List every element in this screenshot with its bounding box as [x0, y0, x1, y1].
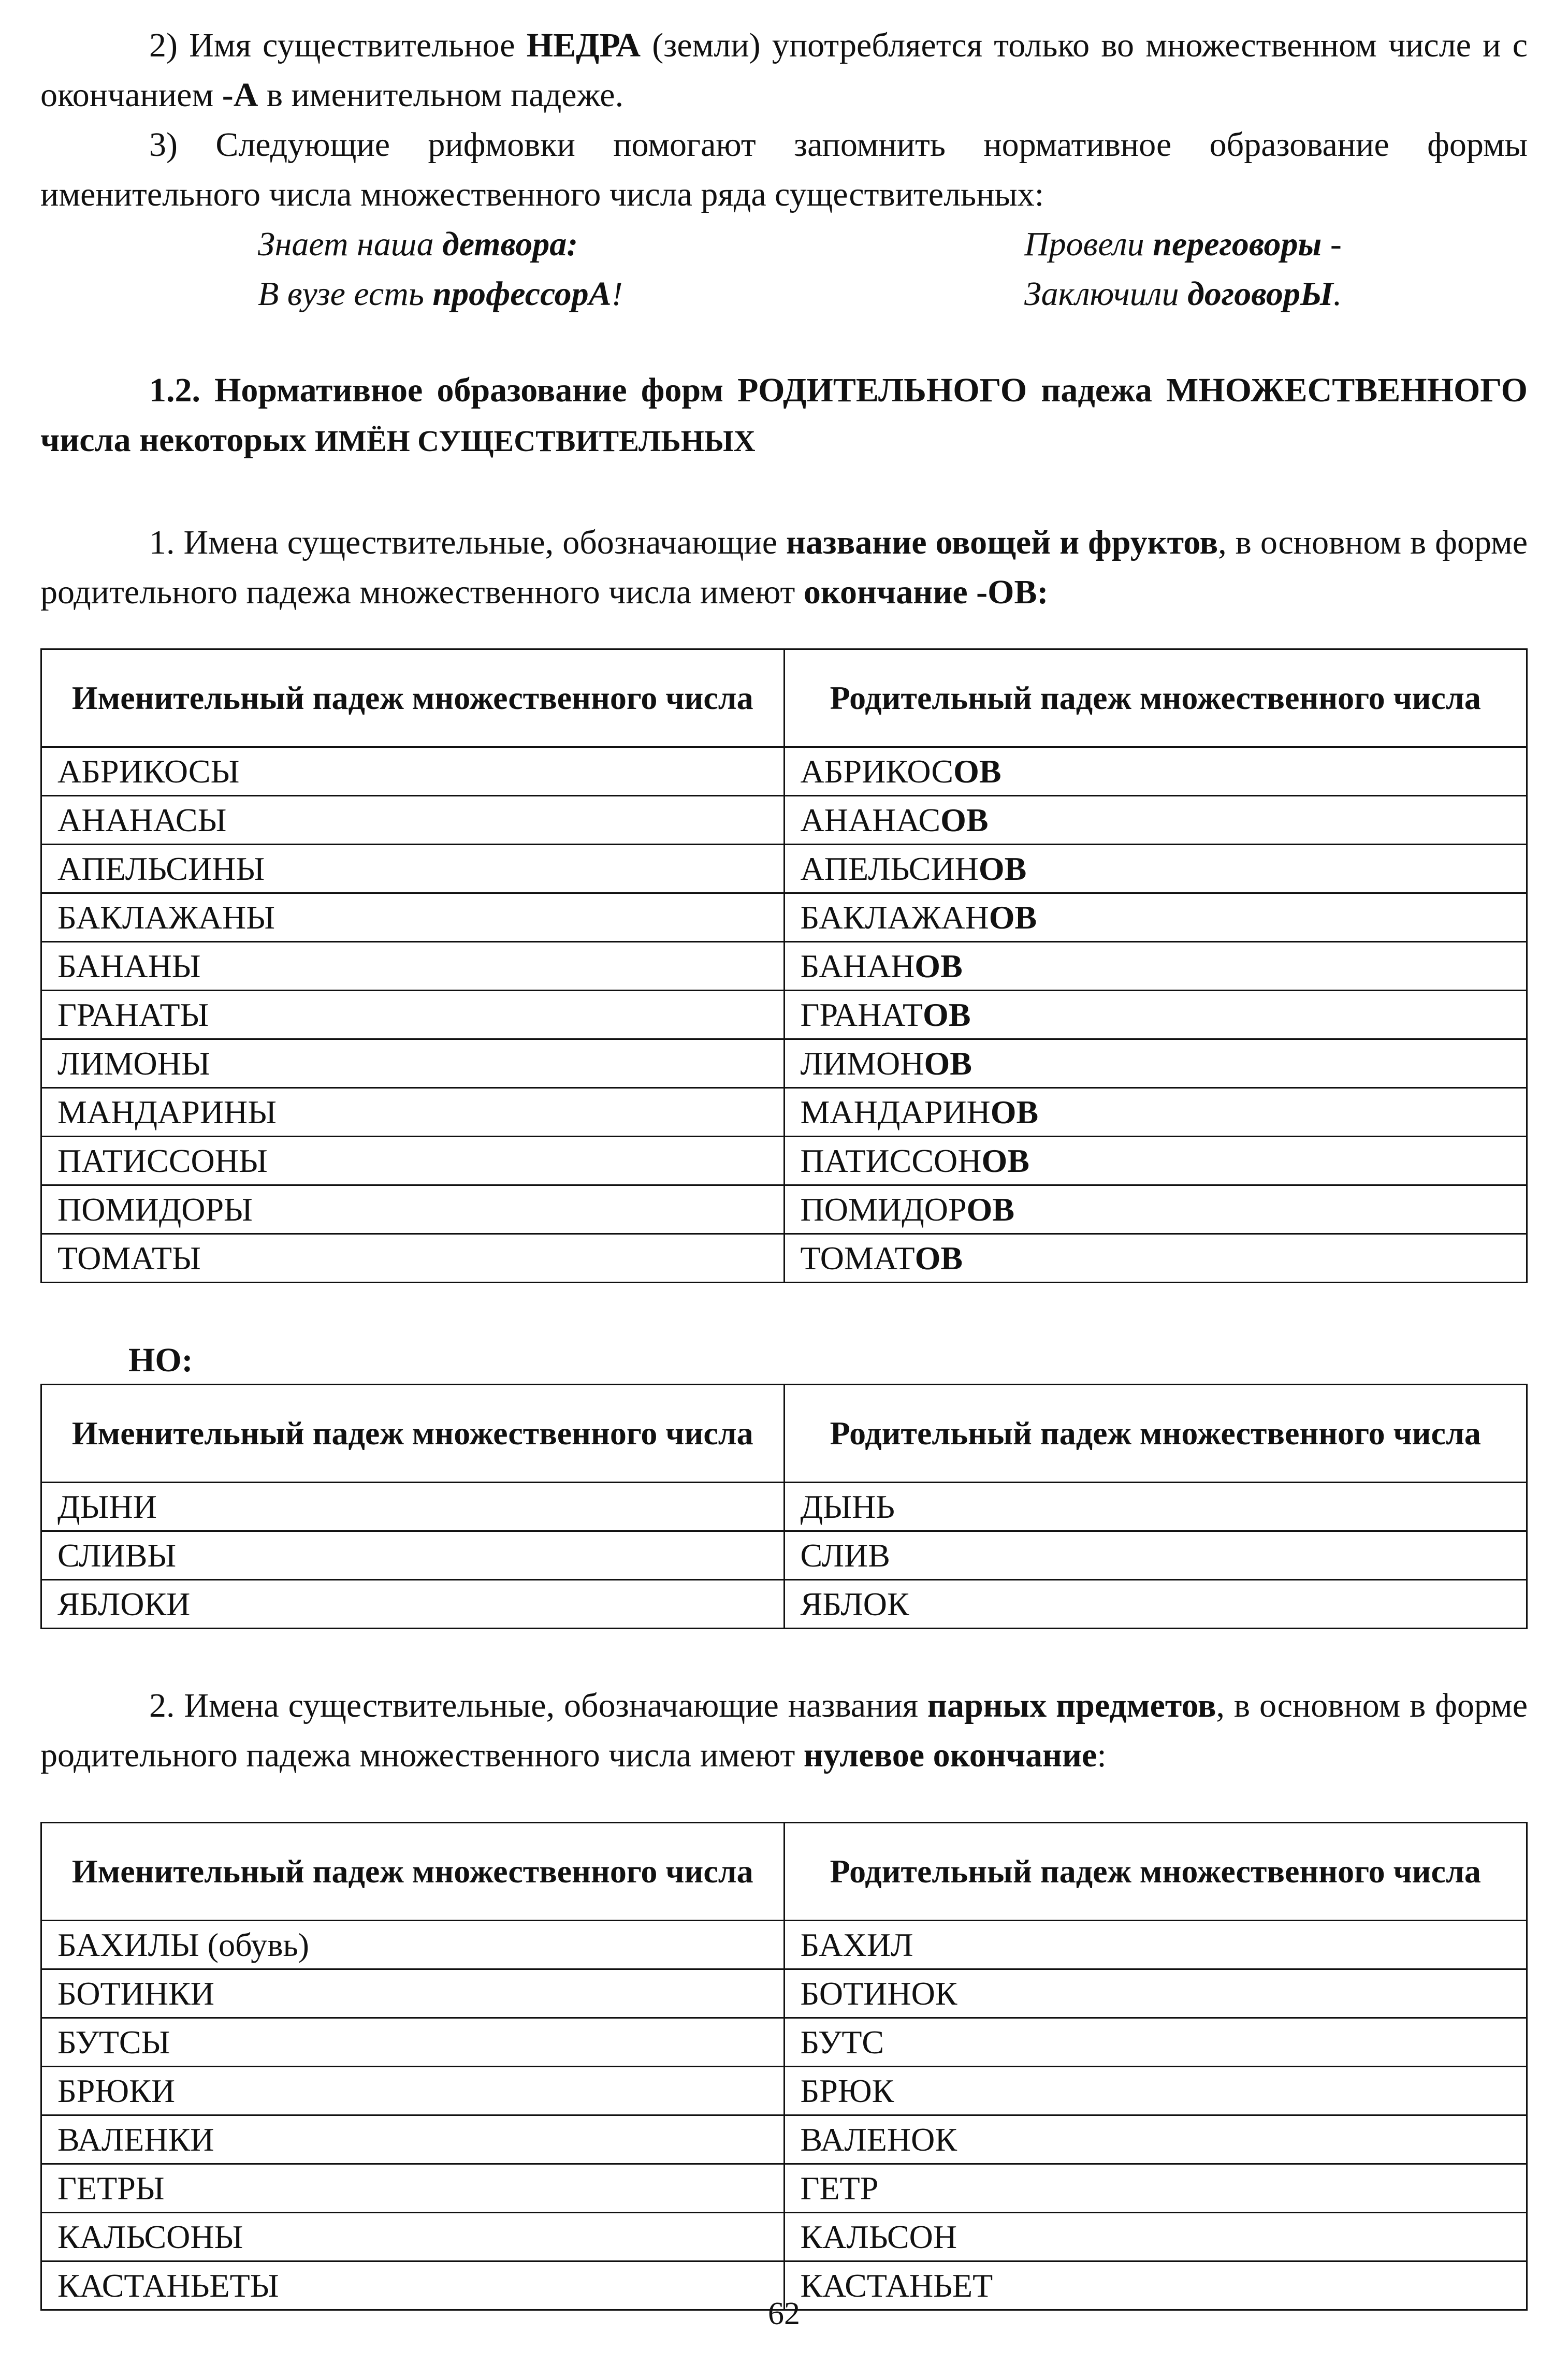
table-row	[41, 991, 1527, 1039]
ending: ОВ	[923, 996, 971, 1033]
paragraph-2	[40, 1681, 1528, 1780]
emphasis: детвора:	[442, 225, 578, 263]
text-run: -	[1322, 225, 1342, 263]
cell-nominative: АПЕЛЬСИНЫ	[41, 845, 785, 893]
cell-genitive	[784, 1185, 1527, 1234]
table-row	[41, 2018, 1527, 2067]
page-number: 62	[768, 2296, 800, 2331]
cell-genitive: БОТИНОК	[784, 1969, 1527, 2018]
cell-genitive: ВАЛЕНОК	[784, 2115, 1527, 2164]
stem: ЛИМОН	[800, 1045, 924, 1082]
header-genitive: Родительный падеж множественного числа	[784, 1385, 1527, 1483]
ending: ОВ	[981, 1142, 1029, 1179]
cell-genitive	[784, 942, 1527, 991]
ending: ОВ	[953, 753, 1001, 790]
text-run: 2. Имена существительные, обозначающие названия	[149, 1687, 927, 1724]
cell-genitive: ЯБЛОК	[784, 1580, 1527, 1629]
table-zero-ending	[40, 1822, 1528, 2311]
header-nominative: Именительный падеж множественного числа	[41, 1823, 785, 1921]
cell-nominative: КАСТАНЬЕТЫ	[41, 2261, 785, 2310]
cell-nominative: БУТСЫ	[41, 2018, 785, 2067]
table-row	[41, 942, 1527, 991]
ending: ОВ	[914, 948, 963, 984]
ending: ОВ	[914, 1240, 963, 1277]
cell-nominative: БАКЛАЖАНЫ	[41, 893, 785, 942]
header-nominative: Именительный падеж множественного числа	[41, 649, 785, 747]
text-run: 1. Имена существительные, обозначающие	[149, 524, 787, 561]
table-row	[41, 2067, 1527, 2115]
text-run: Провели	[1024, 225, 1153, 263]
cell-nominative: ДЫНИ	[41, 1483, 785, 1531]
stem: ГРАНАТ	[800, 996, 923, 1033]
stem: АПЕЛЬСИН	[800, 850, 979, 887]
text-run: Заключили	[1024, 275, 1188, 313]
intro-item-2	[40, 21, 1528, 120]
cell-genitive: СЛИВ	[784, 1531, 1527, 1580]
header-genitive: Родительный падеж множественного числа	[784, 1823, 1527, 1921]
table-row	[41, 1088, 1527, 1137]
cell-nominative: БАХИЛЫ (обувь)	[41, 1921, 785, 1969]
emphasis: -А	[222, 76, 258, 114]
text-run: , в основном в форме родительного падежа множественного числа имеют	[40, 1687, 1528, 1774]
emphasis: название овощей и фруктов	[786, 524, 1218, 561]
stem: БАНАН	[800, 948, 915, 984]
text-run: в именительном падеже.	[258, 76, 624, 114]
cell-nominative: МАНДАРИНЫ	[41, 1088, 785, 1137]
cell-genitive	[784, 796, 1527, 845]
cell-genitive	[784, 893, 1527, 942]
cell-genitive	[784, 747, 1527, 796]
cell-genitive	[784, 1039, 1527, 1088]
emphasis: НЕДРА	[526, 26, 641, 64]
emphasis: переговоры	[1153, 225, 1322, 263]
cell-genitive	[784, 845, 1527, 893]
emphasis: договорЫ	[1187, 275, 1333, 313]
cell-genitive	[784, 1234, 1527, 1283]
ending: ОВ	[940, 802, 989, 838]
stem: АБРИКОС	[800, 753, 954, 790]
cell-nominative: ЛИМОНЫ	[41, 1039, 785, 1088]
ending: ОВ	[966, 1191, 1014, 1228]
cell-nominative: БРЮКИ	[41, 2067, 785, 2115]
table-row	[41, 2115, 1527, 2164]
cell-nominative: КАЛЬСОНЫ	[41, 2213, 785, 2261]
cell-genitive	[784, 1088, 1527, 1137]
cell-genitive: ГЕТР	[784, 2164, 1527, 2213]
text-run: В вузе есть	[258, 275, 433, 313]
table-row	[41, 747, 1527, 796]
cell-nominative: СЛИВЫ	[41, 1531, 785, 1580]
rhyme-line	[1024, 220, 1342, 269]
cell-nominative: ГЕТРЫ	[41, 2164, 785, 2213]
table-row	[41, 1531, 1527, 1580]
ending: ОВ	[924, 1045, 972, 1082]
header-nominative: Именительный падеж множественного числа	[41, 1385, 785, 1483]
rhyme-left	[258, 220, 623, 319]
text-run: (земли) употребляется только во множественном числе и с окончанием	[40, 26, 1528, 114]
table-row	[41, 2213, 1527, 2261]
cell-nominative: ПАТИССОНЫ	[41, 1137, 785, 1185]
ending: ОВ	[989, 899, 1037, 936]
cell-nominative: ЯБЛОКИ	[41, 1580, 785, 1629]
table-row	[41, 1580, 1527, 1629]
table-ov-ending	[40, 648, 1528, 1283]
table-header-row	[41, 1823, 1527, 1921]
table-row	[41, 2164, 1527, 2213]
cell-nominative: БАНАНЫ	[41, 942, 785, 991]
text-run: .	[1333, 275, 1342, 313]
stem: БАКЛАЖАН	[800, 899, 989, 936]
header-genitive: Родительный падеж множественного числа	[784, 649, 1527, 747]
cell-nominative: БОТИНКИ	[41, 1969, 785, 2018]
paragraph-1	[40, 518, 1528, 617]
rhymes-block	[40, 220, 1528, 323]
table-row	[41, 1039, 1527, 1088]
text-run: !	[611, 275, 623, 313]
cell-nominative: ТОМАТЫ	[41, 1234, 785, 1283]
table-row	[41, 893, 1527, 942]
table-row	[41, 1137, 1527, 1185]
rhyme-line	[258, 220, 623, 269]
cell-nominative: ПОМИДОРЫ	[41, 1185, 785, 1234]
ending: ОВ	[990, 1094, 1039, 1130]
cell-nominative: ВАЛЕНКИ	[41, 2115, 785, 2164]
stem: ПАТИССОН	[800, 1142, 982, 1179]
cell-nominative: АБРИКОСЫ	[41, 747, 785, 796]
table-header-row	[41, 1385, 1527, 1483]
table-row	[41, 1969, 1527, 2018]
text-run: :	[1097, 1736, 1107, 1774]
heading-text: 1.2. Нормативное образование форм РОДИТЕЛЬНОГО падежа МНОЖЕСТВЕННОГО числа некоторых	[40, 371, 1528, 459]
table-header-row	[41, 649, 1527, 747]
table-row	[41, 1234, 1527, 1283]
cell-genitive: КАСТАНЬЕТ	[784, 2261, 1527, 2310]
cell-nominative: ГРАНАТЫ	[41, 991, 785, 1039]
cell-genitive	[784, 1137, 1527, 1185]
stem: ТОМАТ	[800, 1240, 915, 1277]
document-page	[40, 21, 1528, 2311]
intro-item-3: 3) Следующие рифмовки помогают запомнить нормативное образование формы именительного числа множественного числа ряда существительных:	[40, 126, 1528, 213]
cell-nominative: АНАНАСЫ	[41, 796, 785, 845]
ending: ОВ	[978, 850, 1027, 887]
rhyme-line	[1024, 269, 1342, 319]
emphasis: парных предметов	[927, 1687, 1216, 1724]
cell-genitive: ДЫНЬ	[784, 1483, 1527, 1531]
exception-label: НО:	[128, 1341, 193, 1379]
table-row	[41, 845, 1527, 893]
rhyme-line	[258, 269, 623, 319]
emphasis: окончание -ОВ:	[803, 573, 1049, 611]
text-run: Знает наша	[258, 225, 443, 263]
cell-genitive: КАЛЬСОН	[784, 2213, 1527, 2261]
table-row	[41, 1185, 1527, 1234]
stem: АНАНАС	[800, 802, 941, 838]
cell-genitive: БУТС	[784, 2018, 1527, 2067]
text-run: , в основном в форме родительного падежа множественного числа имеют	[40, 524, 1528, 611]
table-row	[41, 1483, 1527, 1531]
rhyme-right	[1024, 220, 1342, 319]
text-run: 2) Имя существительное	[149, 26, 527, 64]
emphasis: профессорА	[432, 275, 612, 313]
cell-genitive: БРЮК	[784, 2067, 1527, 2115]
section-heading	[40, 366, 1528, 466]
emphasis: нулевое окончание	[803, 1736, 1097, 1774]
table-row	[41, 796, 1527, 845]
heading-text-small: ИМЁН СУЩЕСТВИТЕЛЬНЫХ	[314, 424, 756, 458]
stem: ПОМИДОР	[800, 1191, 967, 1228]
table-row	[41, 1921, 1527, 1969]
stem: МАНДАРИН	[800, 1094, 991, 1130]
cell-genitive	[784, 991, 1527, 1039]
table-exceptions	[40, 1384, 1528, 1629]
cell-genitive: БАХИЛ	[784, 1921, 1527, 1969]
